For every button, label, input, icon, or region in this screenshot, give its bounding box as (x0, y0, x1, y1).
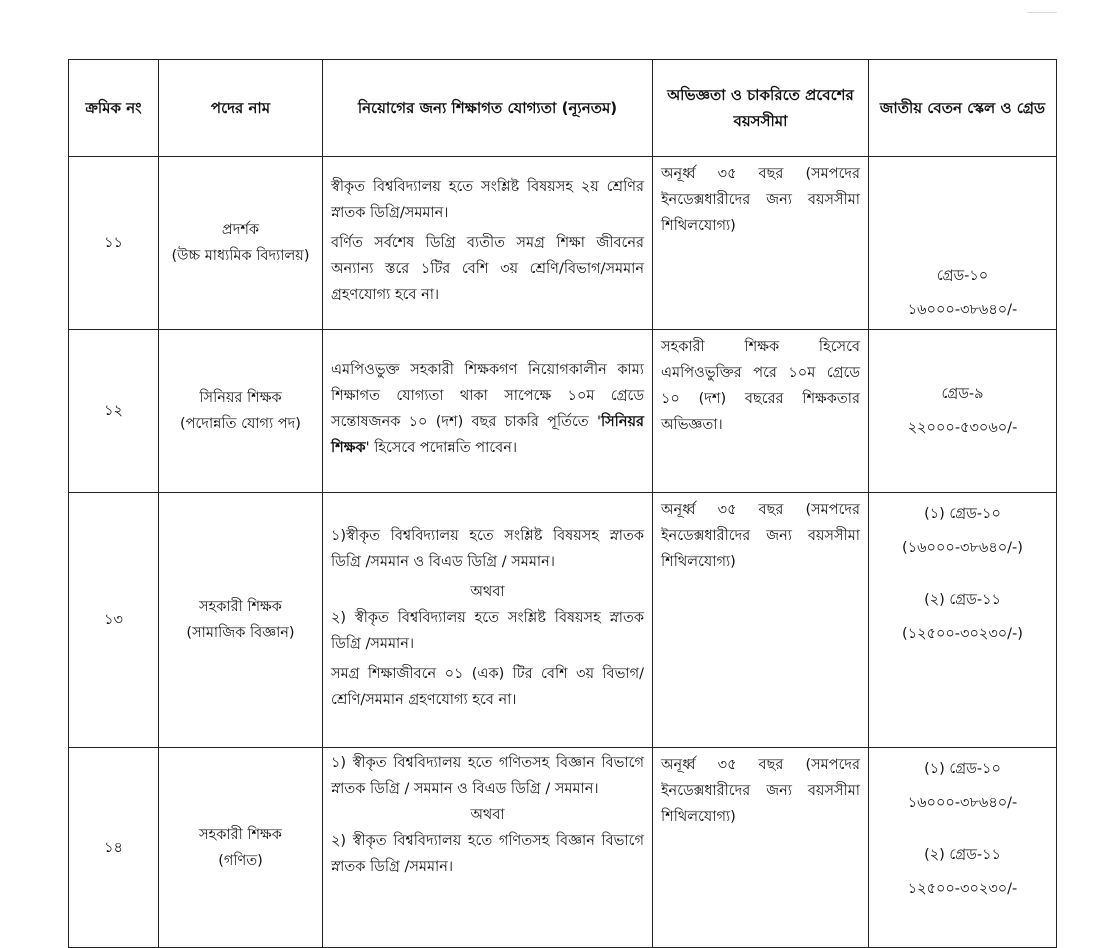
scale-text: ১৬০০০-৩৮৬৪০/- (907, 302, 1018, 318)
post-subtitle: (পদোন্নতি যোগ্য পদ) (180, 416, 301, 432)
recruitment-table (68, 59, 1057, 948)
qualification-option-1: ১)স্বীকৃত বিশ্ববিদ্যালয় হতে সংশ্লিষ্ট বিষয়সহ স্নাতক ডিগ্রি /সমমান ও বিএড ডিগ্রি / সমমান। (331, 528, 644, 570)
post-subtitle: (গণিত) (218, 852, 263, 869)
header-serial: ক্রমিক নং (69, 60, 159, 157)
serial-cell: ১১ (69, 157, 159, 330)
or-separator: অথবা (470, 807, 505, 823)
qualification-text-start: এমপিওভুক্ত সহকারী শিক্ষকগণ নিয়োগকালীন কাম্য শিক্ষাগত যোগ্যতা থাকা সাপেক্ষে ১০ম গ্রেডে সন্তোষজনক ১০ (দশ) বছর চাকরি পূর্তিতে ' (331, 362, 644, 430)
qualification-text-end: ' হিসেবে পদোন্নতি পাবেন। (365, 440, 518, 456)
qualification-text: স্বীকৃত বিশ্ববিদ্যালয় হতে সংশ্লিষ্ট বিষয়সহ ২য় শ্রেণির স্নাতক ডিগ্রি/সমমান। (331, 179, 644, 221)
scan-mark (1027, 12, 1057, 13)
grade-text: (১) গ্রেড-১০ (924, 506, 1001, 522)
post-cell (159, 330, 323, 493)
scale-text: (১২৫০০-৩০২৩০/-) (902, 626, 1023, 642)
qualification-note: বর্ণিত সর্বশেষ ডিগ্রি ব্যতীত সমগ্র শিক্ষা জীবনের অন্যান্য স্তরে ১টির বেশি ৩য় শ্রেণি/বিভাগ/সমমান গ্রহণযোগ্য হবে না। (331, 235, 644, 303)
grade-text: (২) গ্রেড-১১ (924, 847, 1001, 863)
header-post-name: পদের নাম (159, 60, 323, 157)
pay-cell (869, 157, 1057, 330)
serial-cell: ১৪ (69, 748, 159, 948)
serial-cell: ১২ (69, 330, 159, 493)
qualification-option-1: ১) স্বীকৃত বিশ্ববিদ্যালয় হতে গণিতসহ বিজ্ঞান বিভাগে স্নাতক ডিগ্রি / সমমান ও বিএড ডিগ্রি / সমমান। (331, 755, 644, 797)
grade-text: গ্রেড-১০ (936, 268, 989, 284)
qualification-cell (323, 748, 653, 948)
qualification-option-2: ২) স্বীকৃত বিশ্ববিদ্যালয় হতে গণিতসহ বিজ্ঞান বিভাগে স্নাতক ডিগ্রি /সমমান। (331, 833, 644, 875)
experience-cell: অনূর্ধ্ব ৩৫ বছর (সমপদের ইনডেক্সধারীদের জন্য বয়সসীমা শিথিলযোগ্য) (653, 157, 869, 330)
experience-cell: অনূর্ধ্ব ৩৫ বছর (সমপদের ইনডেক্সধারীদের জন্য বয়সসীমা শিথিলযোগ্য) (653, 493, 869, 748)
scale-text: ২২০০০-৫৩০৬০/- (907, 420, 1018, 436)
post-title: সিনিয়র শিক্ষক (199, 390, 282, 406)
header-pay-scale: জাতীয় বেতন স্কেল ও গ্রেড (869, 60, 1057, 157)
scale-text: ১২৫০০-৩০২৩০/- (907, 881, 1018, 897)
qualification-bold-term: সিনিয়র শিক্ষক (331, 414, 644, 456)
experience-cell: সহকারী শিক্ষক হিসেবে এমপিওভুক্তির পরে ১০ম গ্রেডে ১০ (দশ) বছরের শিক্ষকতার অভিজ্ঞতা। (653, 330, 869, 493)
qualification-option-2: ২) স্বীকৃত বিশ্ববিদ্যালয় হতে সংশ্লিষ্ট বিষয়সহ স্নাতক ডিগ্রি /সমমান। (331, 610, 644, 652)
grade-text: (১) গ্রেড-১০ (924, 761, 1001, 777)
post-title: সহকারী শিক্ষক (199, 599, 282, 615)
scale-text: (১৬০০০-৩৮৬৪০/-) (902, 540, 1023, 556)
post-cell (159, 748, 323, 948)
qualification-cell (323, 330, 653, 493)
grade-text: গ্রেড-৯ (941, 386, 984, 402)
post-title: সহকারী শিক্ষক (199, 826, 282, 843)
post-cell (159, 157, 323, 330)
scale-text: ১৬০০০-৩৮৬৪০/- (907, 795, 1018, 811)
header-qualification: নিয়োগের জন্য শিক্ষাগত যোগ্যতা (ন্যূনতম) (323, 60, 653, 157)
header-experience: অভিজ্ঞতা ও চাকরিতে প্রবেশের বয়সসীমা (653, 60, 869, 157)
table-row (69, 493, 1057, 748)
table-row (69, 157, 1057, 330)
serial-cell: ১৩ (69, 493, 159, 748)
post-title: প্রদর্শক (221, 222, 260, 238)
table-row (69, 330, 1057, 493)
or-separator: অথবা (470, 584, 505, 600)
experience-cell: অনূর্ধ্ব ৩৫ বছর (সমপদের ইনডেক্সধারীদের জন্য বয়সসীমা শিথিলযোগ্য) (653, 748, 869, 948)
pay-cell (869, 748, 1057, 948)
table-row (69, 748, 1057, 948)
qualification-cell (323, 157, 653, 330)
pay-cell (869, 330, 1057, 493)
qualification-cell (323, 493, 653, 748)
table-header-row (69, 60, 1057, 157)
post-cell (159, 493, 323, 748)
post-subtitle: (সামাজিক বিজ্ঞান) (186, 625, 295, 641)
pay-cell (869, 493, 1057, 748)
qualification-text (331, 357, 644, 461)
post-subtitle: (উচ্চ মাধ্যমিক বিদ্যালয়) (171, 248, 310, 264)
qualification-note: সমগ্র শিক্ষাজীবনে ০১ (এক) টির বেশি ৩য় বিভাগ/শ্রেণি/সমমান গ্রহণযোগ্য হবে না। (331, 666, 644, 708)
grade-text: (২) গ্রেড-১১ (924, 592, 1001, 608)
